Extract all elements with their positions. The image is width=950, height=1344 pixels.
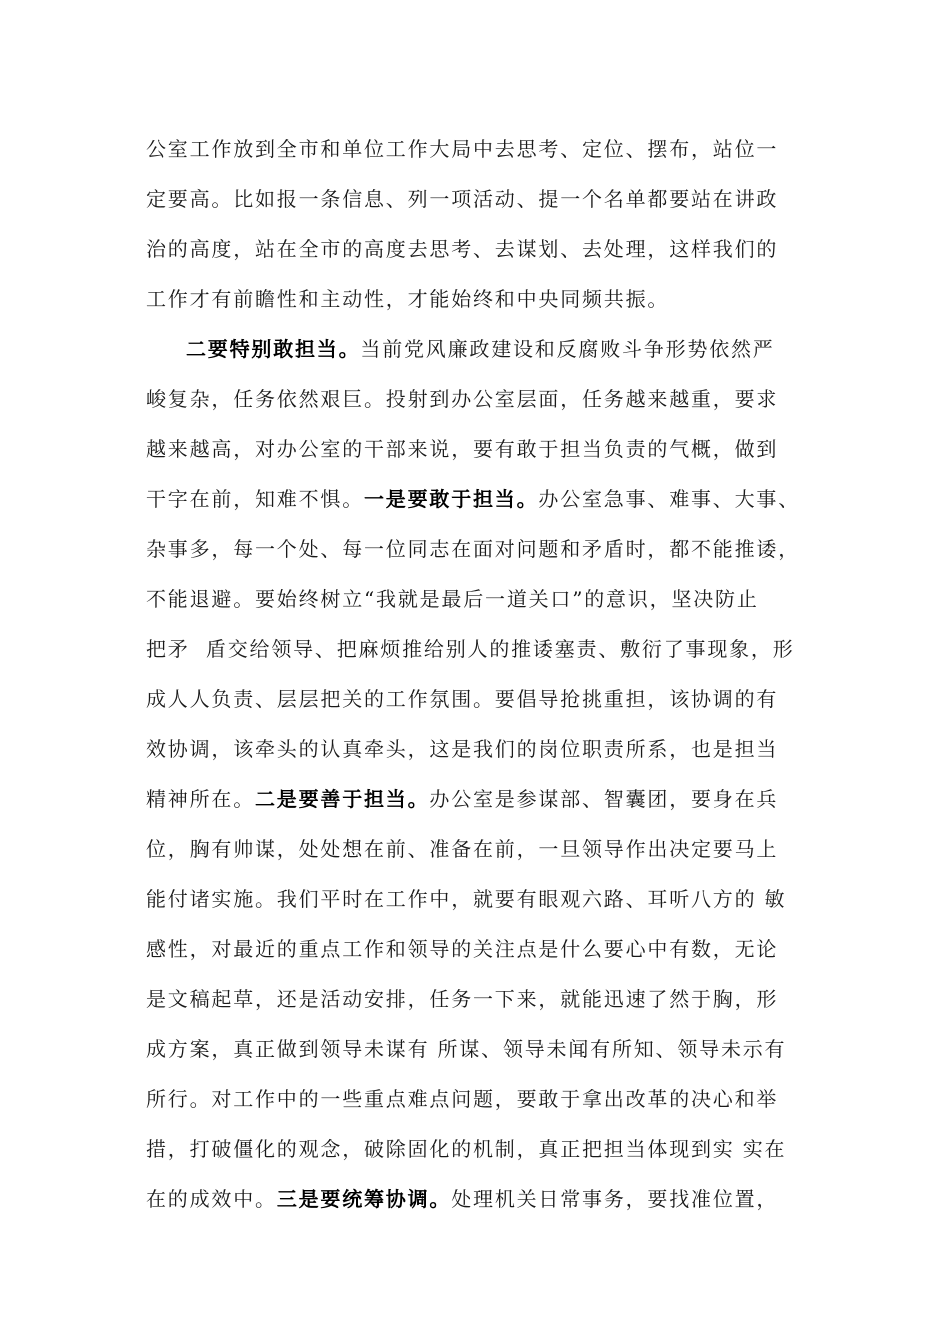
subsection-heading: 一是要敢于担当。: [364, 487, 539, 511]
subsection-heading: 二是要善于担当。: [255, 787, 430, 811]
text-span: 精神所在。: [146, 787, 255, 811]
text-line: 峻复杂，任务依然艰巨。投射到办公室层面，任务越来越重，要求: [146, 387, 779, 411]
text-line: 成方案，真正做到领导未谋有 所谋、领导未闻有所知、领导未示有: [146, 1037, 787, 1061]
text-span: 在的成效中。: [146, 1187, 277, 1211]
text-line: 越来越高，对办公室的干部来说，要有敢于担当负责的气概，做到: [146, 437, 779, 461]
section-heading: 二要特别敢担当。: [186, 337, 361, 361]
body-text: [146, 124, 826, 1224]
text-line: [146, 474, 826, 524]
text-span: 当前党风廉政建设和反腐败斗争形势依然严: [360, 337, 775, 361]
text-line: [146, 774, 826, 824]
text-line: 成人人负责、层层把关的工作氛围。要倡导抢挑重担，该协调的有: [146, 687, 779, 711]
text-line: 杂事多，每一个处、每一位同志在面对问题和矛盾时，都不能推诿，: [146, 537, 800, 561]
text-line: 能付诸实施。我们平时在工作中，就要有眼观六路、耳听八方的 敏: [146, 887, 787, 911]
text-line: 是文稿起草，还是活动安排，任务一下来，就能迅速了然于胸，形: [146, 987, 779, 1011]
text-line: 公室工作放到全市和单位工作大局中去思考、定位、摆布，站位一: [146, 137, 779, 161]
text-line: [146, 324, 826, 374]
text-line: 感性，对最近的重点工作和领导的关注点是什么要心中有数，无论: [146, 937, 779, 961]
text-line: 效协调，该牵头的认真牵头，这是我们的岗位职责所系，也是担当: [146, 737, 779, 761]
text-line: 定要高。比如报一条信息、列一项活动、提一个名单都要站在讲政: [146, 187, 779, 211]
text-span: 办公室急事、难事、大事、: [538, 487, 801, 511]
text-span: 处理机关日常事务，要找准位置，: [451, 1187, 779, 1211]
text-span: 办公室是参谋部、智囊团，要身在兵: [429, 787, 779, 811]
text-line: [146, 1174, 826, 1224]
text-line: 治的高度，站在全市的高度去思考、去谋划、去处理，这样我们的: [146, 237, 779, 261]
text-line: 措，打破僵化的观念，破除固化的机制，真正把担当体现到实 实在: [146, 1137, 787, 1161]
text-span: 干字在前，知难不惧。: [146, 487, 364, 511]
text-line: 位，胸有帅谋，处处想在前、准备在前，一旦领导作出决定要马上: [146, 837, 779, 861]
text-line: 工作才有前瞻性和主动性，才能始终和中央同频共振。: [146, 287, 670, 311]
subsection-heading: 三是要统筹协调。: [276, 1187, 452, 1211]
text-line: 不能退避。要始终树立“我就是最后一道关口”的意识，坚决防止: [146, 587, 759, 611]
text-line: 所行。对工作中的一些重点难点问题，要敢于拿出改革的决心和举: [146, 1087, 779, 1111]
text-line: 把矛 盾交给领导、把麻烦推给别人的推诿塞责、敷衍了事现象，形: [146, 637, 795, 661]
